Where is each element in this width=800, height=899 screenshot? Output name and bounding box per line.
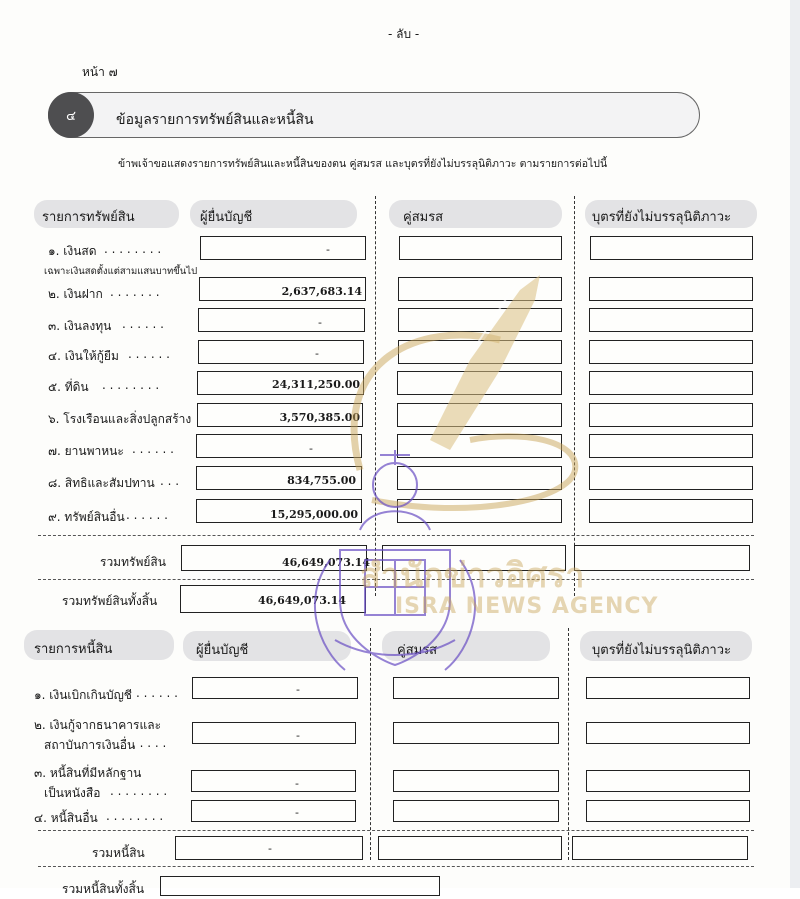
asset-dots: . . . . . . [132, 442, 174, 456]
children-value-box [589, 466, 753, 490]
declaration-text: ข้าพเจ้าขอแสดงรายการทรัพย์สินและหนี้สินของตน คู่สมรส และบุตรที่ยังไม่บรรลุนิติภาวะ ตามรายการต่อไปนี้ [118, 158, 608, 170]
spouse-liability-box [393, 770, 559, 792]
spouse-value-box [397, 466, 562, 490]
liability-value-box [191, 800, 356, 822]
children-liab-total-box [572, 836, 748, 860]
asset-dots: . . . . . . [126, 508, 168, 522]
column-divider [370, 628, 371, 860]
children-liability-box [586, 722, 750, 744]
asset-value: 3,570,385.00 [279, 411, 360, 424]
section-title: ข้อมูลรายการทรัพย์สินและหนี้สิน [116, 112, 314, 128]
children-liability-box [586, 800, 750, 822]
assets-heading: รายการทรัพย์สิน [42, 210, 135, 225]
dashed-separator [38, 535, 754, 536]
asset-value: - [318, 316, 322, 329]
children-value-box [589, 308, 753, 332]
liability-value-box [191, 770, 356, 792]
column-divider [375, 196, 376, 596]
liability-label: ๒. เงินกู้จากธนาคารและ [34, 718, 162, 732]
children-value-box [589, 340, 753, 364]
liability-value: - [295, 777, 299, 790]
asset-dots: . . . . . . . [110, 285, 160, 299]
asset-value: 24,311,250.00 [271, 378, 360, 391]
asset-label: ๕. ที่ดิน [48, 380, 89, 394]
column-divider [574, 196, 575, 596]
liabilities-grand-total-label: รวมหนี้สินทั้งสิ้น [62, 882, 145, 896]
assets-total-value: 46,649,073.14 [281, 556, 370, 569]
assets-grand-total-value: 46,649,073.14 [257, 594, 346, 607]
spouse-value-box [397, 434, 562, 458]
liability-value-box [192, 722, 356, 744]
column-divider [568, 628, 569, 860]
asset-label: ๘. สิทธิและสัมปทาน [48, 476, 155, 490]
liab-col-children-heading: บุตรที่ยังไม่บรรลุนิติภาวะ [592, 643, 731, 658]
spouse-liab-total-box [378, 836, 562, 860]
liabilities-heading: รายการหนี้สิน [34, 642, 113, 657]
asset-label: ๑. เงินสด [48, 244, 97, 258]
asset-value: - [315, 347, 319, 360]
children-value-box [589, 371, 753, 395]
children-liability-box [586, 677, 750, 699]
liability-dots: . . . . . . . . [106, 809, 164, 823]
children-value-box [589, 434, 753, 458]
asset-label: ๒. เงินฝาก [48, 287, 103, 301]
liability-value: - [296, 729, 300, 742]
spouse-value-box [399, 236, 562, 260]
spouse-liability-box [393, 677, 559, 699]
watermark-thai-text: สำนักข่าวอิศรา [360, 556, 585, 596]
liability-label: ๔. หนี้สินอื่น [34, 811, 98, 825]
col-spouse-heading: คู่สมรส [403, 210, 444, 225]
asset-dots: . . . . . . [122, 317, 164, 331]
asset-dots: . . . . . . . . [104, 242, 162, 256]
col-filer-heading: ผู้ยื่นบัญชี [200, 210, 253, 225]
liability-label: ๓. หนี้สินที่มีหลักฐาน [34, 766, 142, 780]
page-edge [790, 0, 800, 888]
asset-value-box [198, 340, 364, 364]
children-value-box [589, 277, 753, 301]
liab-col-spouse-heading: คู่สมรส [397, 643, 438, 658]
children-total-box [574, 545, 750, 571]
liability-dots: . . . . . . . . [110, 784, 168, 798]
asset-label: ๔. เงินให้กู้ยืม [48, 349, 119, 363]
liability-label-cont: สถาบันการเงินอื่น [44, 738, 136, 752]
liability-dots: . . . . . . [136, 686, 178, 700]
assets-total-label: รวมทรัพย์สิน [100, 555, 166, 569]
spouse-value-box [398, 308, 562, 332]
liability-dots: . . . . . [132, 736, 167, 750]
children-liability-box [586, 770, 750, 792]
liabilities-total-value: - [268, 842, 272, 855]
spouse-value-box [397, 499, 562, 523]
asset-label: ๓. เงินลงทุน [48, 319, 112, 333]
asset-label: ๙. ทรัพย์สินอื่น [48, 510, 125, 524]
asset-dots: . . . [160, 474, 180, 488]
spouse-liability-box [393, 800, 559, 822]
children-value-box [589, 499, 753, 523]
liability-label-cont: เป็นหนังสือ [44, 786, 101, 800]
liabilities-total-label: รวมหนี้สิน [92, 846, 145, 860]
asset-label: ๗. ยานพาหนะ [48, 444, 124, 458]
spouse-value-box [398, 340, 562, 364]
asset-value: - [309, 442, 313, 455]
liabilities-grand-total-box [160, 876, 440, 896]
asset-dots: . . . . . . [128, 347, 170, 361]
asset-value-box [198, 308, 365, 332]
asset-value-box [200, 236, 366, 260]
asset-value: 15,295,000.00 [269, 508, 358, 521]
page-number: หน้า ๗ [82, 65, 118, 79]
asset-label: ๖. โรงเรือนและสิ่งปลูกสร้าง [48, 412, 192, 426]
section-number-badge: ๔ [48, 92, 94, 138]
liab-col-filer-heading: ผู้ยื่นบัญชี [196, 643, 249, 658]
asset-dots: . . . . . . . . [102, 378, 160, 392]
liability-label: ๑. เงินเบิกเกินบัญชี [34, 688, 132, 702]
dashed-separator [38, 866, 754, 867]
children-value-box [590, 236, 753, 260]
cash-note: เฉพาะเงินสดตั้งแต่สามแสนบาทขึ้นไป [44, 266, 198, 277]
liability-value: - [295, 806, 299, 819]
dashed-separator [38, 830, 754, 831]
liability-value: - [296, 683, 300, 696]
secret-marking: - ลับ - [388, 27, 420, 41]
liability-value-box [192, 677, 358, 699]
asset-value: - [326, 243, 330, 256]
watermark-english-text: ISRA NEWS AGENCY [395, 594, 659, 619]
spouse-liability-box [393, 722, 559, 744]
col-children-heading: บุตรที่ยังไม่บรรลุนิติภาวะ [592, 210, 731, 225]
spouse-value-box [397, 371, 562, 395]
children-value-box [589, 403, 753, 427]
asset-value: 834,755.00 [287, 474, 356, 487]
asset-value: 2,637,683.14 [281, 285, 362, 298]
assets-grand-total-label: รวมทรัพย์สินทั้งสิ้น [62, 594, 158, 608]
spouse-value-box [397, 403, 562, 427]
spouse-value-box [398, 277, 562, 301]
asset-value-box [196, 434, 362, 458]
